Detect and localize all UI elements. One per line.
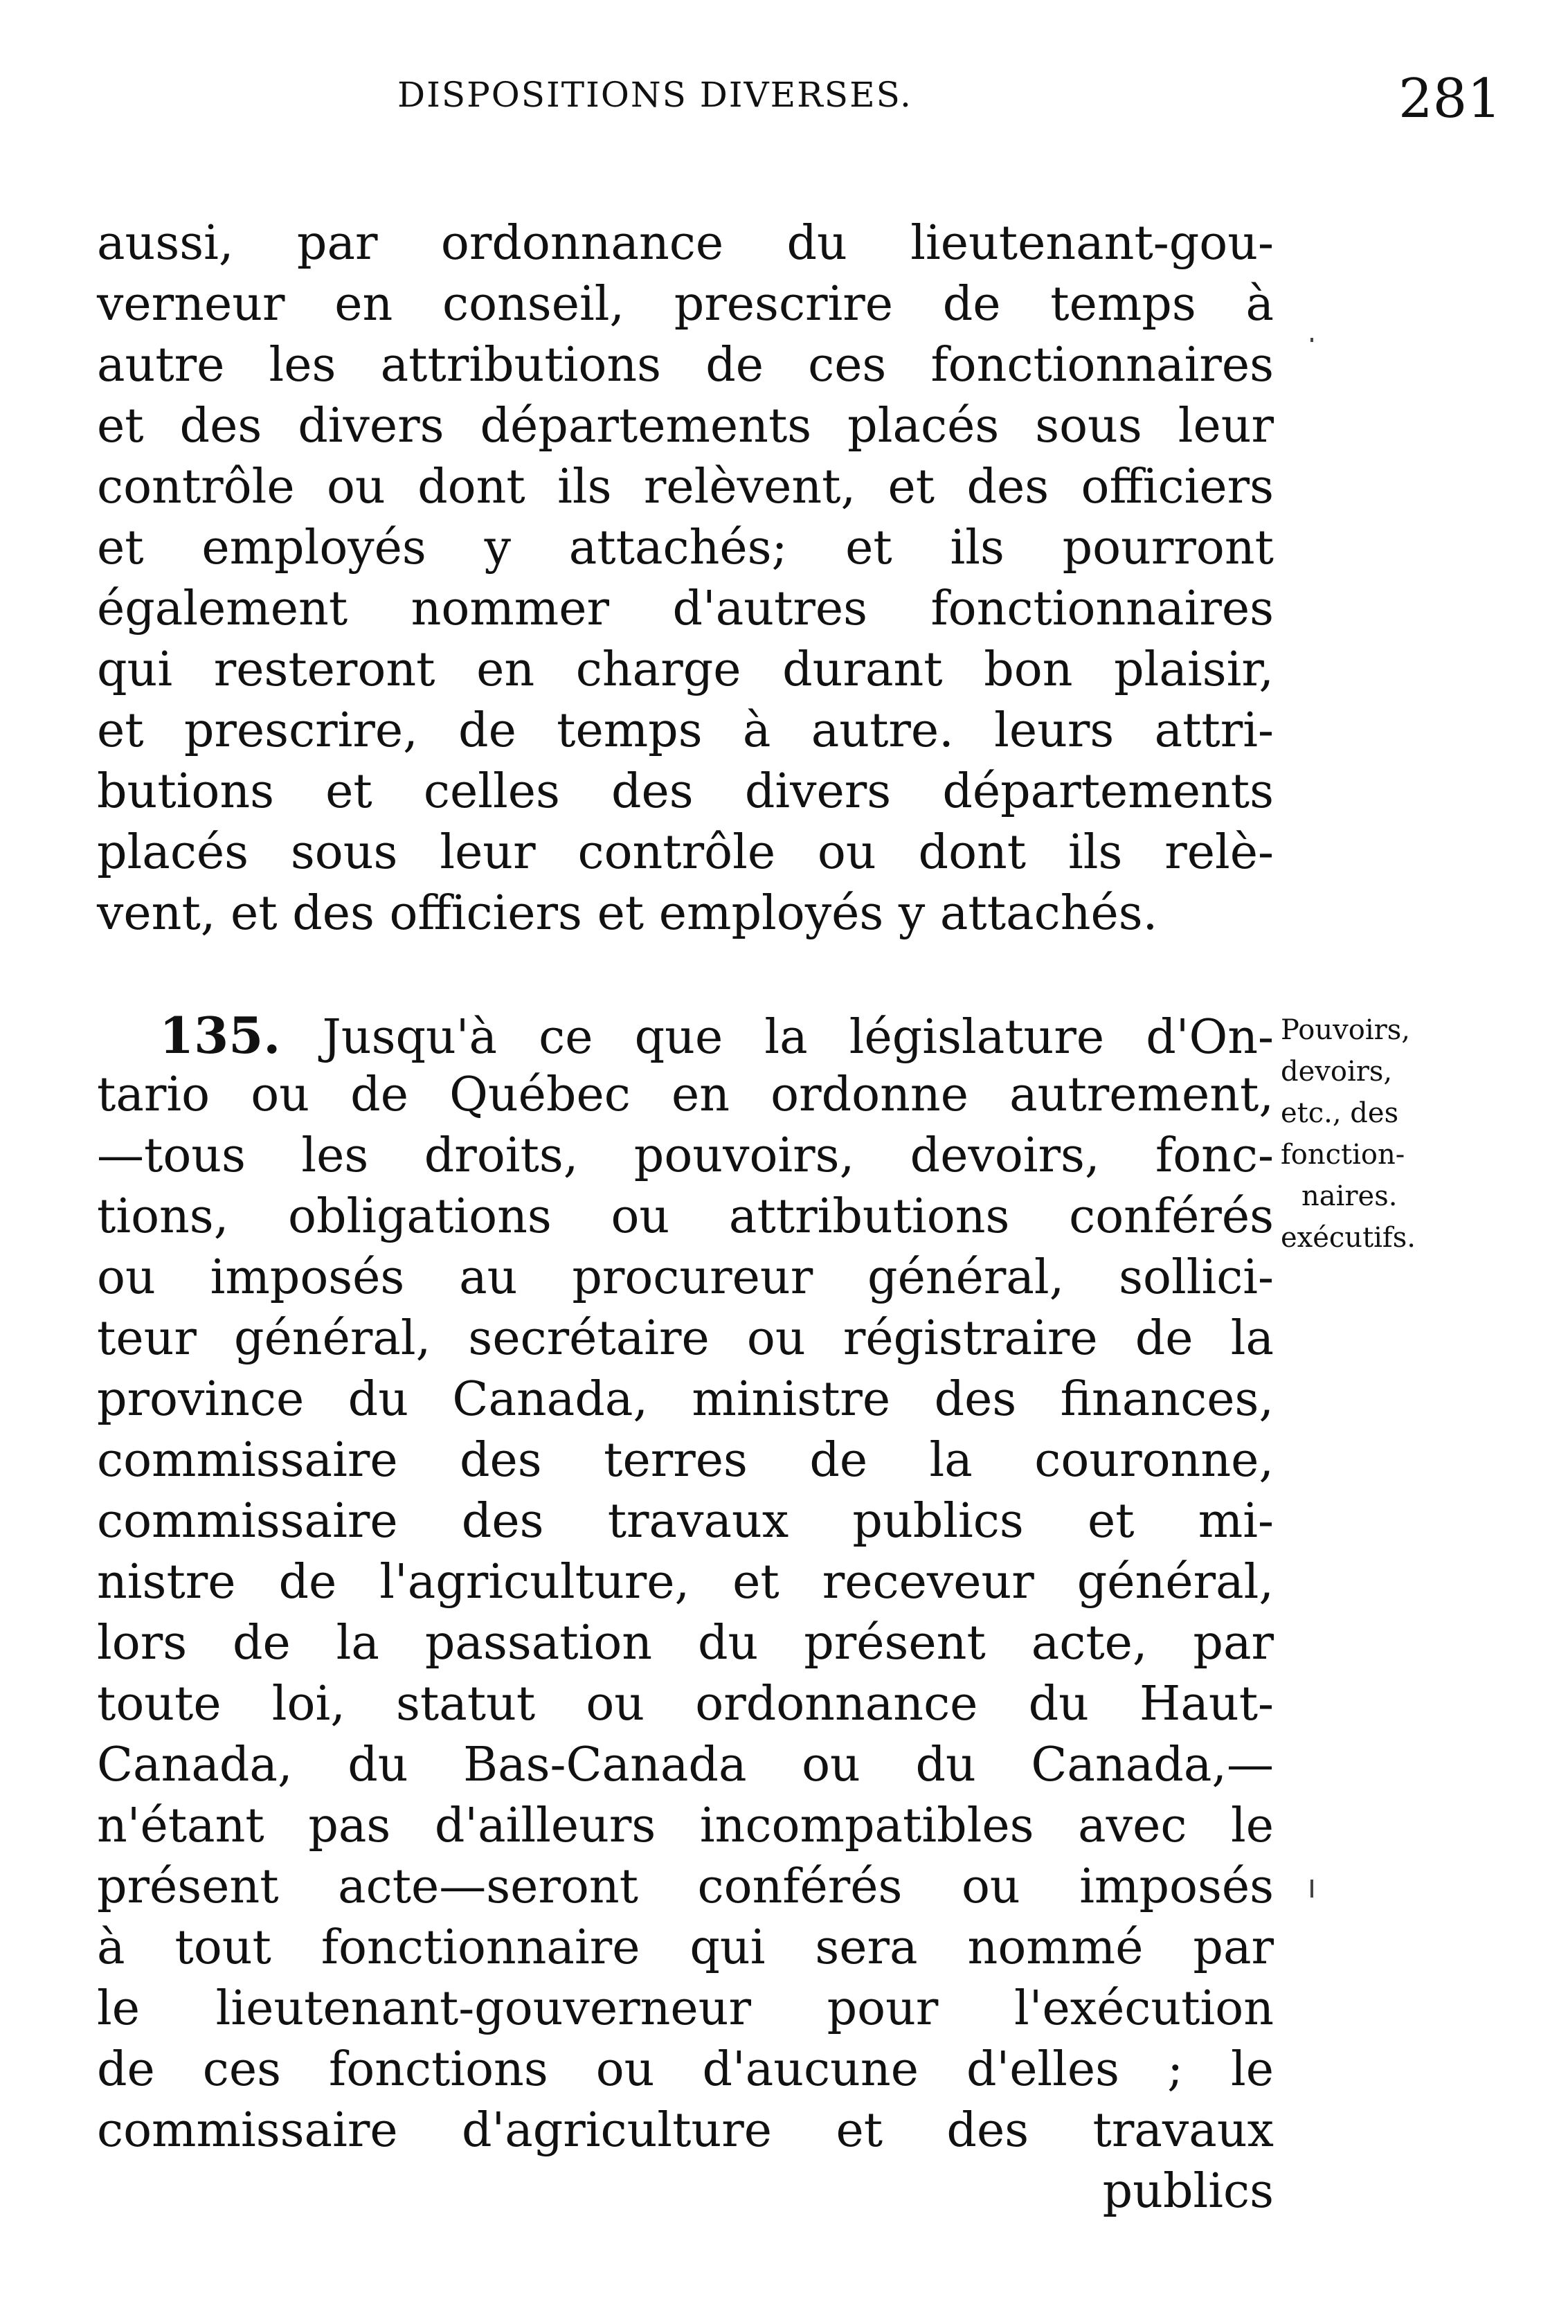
section-number: 135. — [159, 1006, 281, 1065]
margin-note-line: devoirs, — [1281, 1056, 1393, 1088]
text-line: autre les attributions de ces fonctionnaires — [97, 338, 1274, 393]
section-first-line — [159, 1006, 1274, 1065]
text-line: aussi, par ordonnance du lieutenant-gou- — [97, 216, 1274, 271]
text-line: placés sous leur contrôle ou dont ils relè- — [97, 825, 1274, 880]
text-line: commissaire des travaux publics et mi- — [97, 1494, 1274, 1549]
margin-note-line: Pouvoirs, — [1281, 1014, 1410, 1046]
margin-note-line: fonction- — [1281, 1139, 1405, 1171]
print-speck — [1310, 338, 1313, 342]
running-head: DISPOSITIONS DIVERSES. — [397, 75, 912, 115]
text-line: n'étant pas d'ailleurs incompatibles avec le — [97, 1799, 1274, 1853]
text-line: —tous les droits, pouvoirs, devoirs, fonc- — [97, 1128, 1274, 1183]
text-line: toute loi, statut ou ordonnance du Haut- — [97, 1677, 1274, 1731]
text-line: qui resteront en charge durant bon plaisir, — [97, 642, 1274, 697]
text-line: également nommer d'autres fonctionnaires — [97, 582, 1274, 636]
catchword: publics — [1102, 2164, 1274, 2219]
text-line: lors de la passation du présent acte, par — [97, 1616, 1274, 1670]
text-line: de ces fonctions ou d'aucune d'elles ; le — [97, 2042, 1274, 2097]
text-line: contrôle ou dont ils relèvent, et des officiers — [97, 460, 1274, 514]
margin-note-line: etc., des — [1281, 1097, 1399, 1129]
text-line: vent, et des officiers et employés y attachés. — [97, 886, 1158, 941]
text-line: teur général, secrétaire ou régistraire de la — [97, 1311, 1274, 1366]
text-line: Canada, du Bas-Canada ou du Canada,— — [97, 1738, 1274, 1792]
text-line: commissaire d'agriculture et des travaux — [97, 2103, 1274, 2158]
page-number: 281 — [1398, 68, 1502, 130]
section-first-line-text: Jusqu'à ce que la législature d'On- — [322, 1010, 1274, 1065]
text-line: et prescrire, de temps à autre. leurs attri- — [97, 703, 1274, 758]
text-line: nistre de l'agriculture, et receveur général, — [97, 1555, 1274, 1610]
text-line: tions, obligations ou attributions conférés — [97, 1189, 1274, 1244]
text-line: présent acte—seront conférés ou imposés — [97, 1859, 1274, 1914]
text-line: commissaire des terres de la couronne, — [97, 1433, 1274, 1488]
text-line: le lieutenant-gouverneur pour l'exécution — [97, 1981, 1274, 2036]
margin-note-line: exécutifs. — [1281, 1222, 1416, 1254]
text-line: et employés y attachés; et ils pourront — [97, 521, 1274, 575]
print-speck — [1310, 1880, 1313, 1898]
text-line: tario ou de Québec en ordonne autrement, — [97, 1068, 1274, 1122]
text-line: verneur en conseil, prescrire de temps à — [97, 277, 1274, 332]
margin-note-line: naires. — [1301, 1180, 1398, 1212]
text-line: ou imposés au procureur général, sollici- — [97, 1250, 1274, 1305]
text-line: butions et celles des divers départements — [97, 764, 1274, 819]
text-line: province du Canada, ministre des finances, — [97, 1372, 1274, 1427]
text-line: à tout fonctionnaire qui sera nommé par — [97, 1920, 1274, 1975]
text-line: et des divers départements placés sous leur — [97, 399, 1274, 453]
